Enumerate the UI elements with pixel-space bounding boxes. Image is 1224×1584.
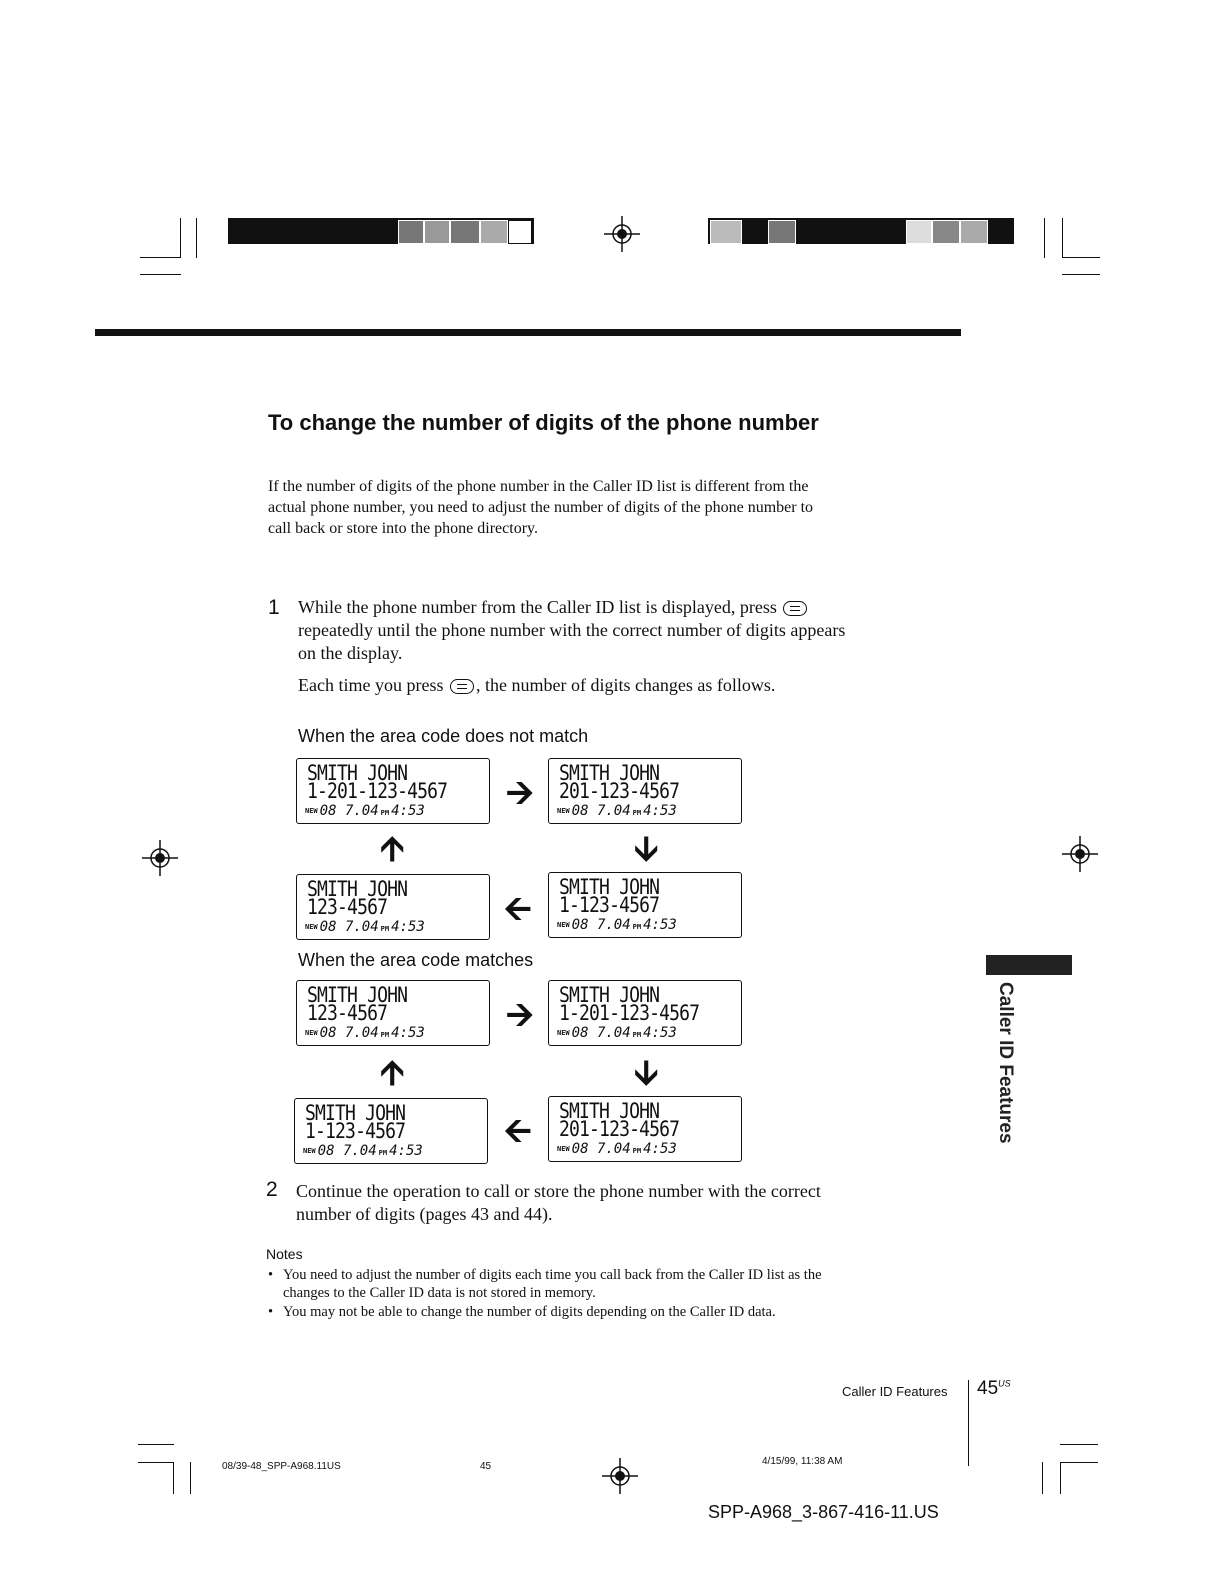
step-1-text xyxy=(298,596,858,665)
footer-divider xyxy=(968,1380,969,1466)
document-code: SPP-A968_3-867-416-11.US xyxy=(708,1502,939,1522)
crop-mark xyxy=(138,1444,174,1445)
crop-mark xyxy=(1062,257,1100,258)
lcd-phone-number: 1-123-4567 xyxy=(305,1119,406,1143)
crop-mark xyxy=(1062,274,1100,275)
crop-mark xyxy=(1042,1462,1043,1494)
case-heading: When the area code does not match xyxy=(298,726,589,746)
arrow-down-icon: 🡫 xyxy=(634,829,659,869)
lcd-caller-name: SMITH JOHN xyxy=(307,983,408,1007)
lcd-display xyxy=(548,872,742,938)
lcd-caller-name: SMITH JOHN xyxy=(307,877,408,901)
lcd-time: 4:53 xyxy=(391,1025,425,1041)
notes-list xyxy=(266,1266,846,1322)
notes-heading: Notes xyxy=(266,1246,303,1262)
lcd-display xyxy=(294,1098,488,1164)
color-bar-left xyxy=(228,218,534,244)
color-bar-cell xyxy=(450,220,480,244)
section-side-label: Caller ID Features xyxy=(995,982,1016,1144)
color-bar-right xyxy=(708,218,1014,244)
lcd-date-time xyxy=(557,917,677,935)
step-number: 1 xyxy=(268,596,280,619)
lcd-phone-number: 201-123-4567 xyxy=(559,1117,680,1141)
lcd-date-time xyxy=(303,1143,423,1161)
color-bar-cell xyxy=(710,220,742,244)
section-title: To change the number of digits of the phone number xyxy=(268,410,819,435)
step-1-detail-before: Each time you press xyxy=(298,675,444,695)
lcd-new-indicator: NEW xyxy=(305,923,318,931)
page-number xyxy=(977,1378,1011,1400)
crop-mark xyxy=(1060,1444,1098,1445)
color-bar-cell xyxy=(906,220,932,244)
page-suffix: US xyxy=(998,1378,1011,1389)
lcd-date-time xyxy=(557,1141,677,1159)
lcd-phone-number: 123-4567 xyxy=(307,1001,388,1025)
lcd-time: 4:53 xyxy=(643,803,677,819)
page-number-value: 45 xyxy=(977,1378,999,1399)
crop-mark xyxy=(140,274,181,275)
lcd-phone-number: 1-201-123-4567 xyxy=(307,779,448,803)
lcd-display xyxy=(548,758,742,824)
footer-section-name: Caller ID Features xyxy=(842,1384,948,1399)
lcd-date: 08 7.04 xyxy=(319,1025,379,1041)
lcd-time: 4:53 xyxy=(389,1143,423,1159)
lcd-date: 08 7.04 xyxy=(317,1143,377,1159)
registration-mark-icon xyxy=(602,214,642,254)
arrow-right-icon: 🡪 xyxy=(506,773,534,813)
lcd-caller-name: SMITH JOHN xyxy=(559,1099,660,1123)
case-heading: When the area code matches xyxy=(298,950,534,970)
lcd-time: 4:53 xyxy=(391,803,425,819)
arrow-up-icon: 🡩 xyxy=(380,829,405,869)
lcd-date: 08 7.04 xyxy=(571,1141,631,1157)
lcd-date: 08 7.04 xyxy=(571,1025,631,1041)
crop-mark xyxy=(196,218,197,258)
lcd-date-time xyxy=(557,803,677,821)
footer-date: 4/15/99, 11:38 AM xyxy=(762,1456,843,1467)
crop-mark xyxy=(140,257,181,258)
lcd-display xyxy=(296,758,490,824)
lcd-new-indicator: NEW xyxy=(557,807,570,815)
display-button-icon xyxy=(450,679,474,694)
footer-file-name: 08/39-48_SPP-A968.11US xyxy=(222,1461,341,1472)
step-1-text-after: repeatedly until the phone number with the correct number of digits appears on the display. xyxy=(298,620,846,663)
lcd-caller-name: SMITH JOHN xyxy=(559,983,660,1007)
lcd-display xyxy=(548,1096,742,1162)
lcd-pm: PM xyxy=(632,1031,642,1039)
lcd-date: 08 7.04 xyxy=(571,917,631,933)
lcd-pm: PM xyxy=(632,923,642,931)
arrow-up-icon: 🡩 xyxy=(380,1053,405,1093)
lcd-caller-name: SMITH JOHN xyxy=(559,875,660,899)
lcd-pm: PM xyxy=(380,925,390,933)
crop-mark xyxy=(138,1462,174,1463)
lcd-time: 4:53 xyxy=(391,919,425,935)
lcd-new-indicator: NEW xyxy=(557,1029,570,1037)
step-1-text-before: While the phone number from the Caller ID list is displayed, press xyxy=(298,597,777,617)
crop-mark xyxy=(1060,1462,1098,1463)
step-number: 2 xyxy=(266,1178,278,1201)
lcd-pm: PM xyxy=(378,1149,388,1157)
color-bar-cell xyxy=(398,220,424,244)
lcd-new-indicator: NEW xyxy=(305,1029,318,1037)
color-bar-cell xyxy=(932,220,960,244)
crop-mark xyxy=(1062,218,1063,258)
lcd-pm: PM xyxy=(632,809,642,817)
lcd-display xyxy=(296,874,490,940)
lcd-display xyxy=(296,980,490,1046)
lcd-pm: PM xyxy=(380,809,390,817)
arrow-down-icon: 🡫 xyxy=(634,1053,659,1093)
lcd-date-time xyxy=(305,1025,425,1043)
step-2-text: Continue the operation to call or store the phone number with the correct number of digits (pages 43 and 44). xyxy=(296,1181,821,1224)
lcd-time: 4:53 xyxy=(643,1141,677,1157)
color-bar-cell xyxy=(960,220,988,244)
header-rule xyxy=(95,329,961,336)
lcd-caller-name: SMITH JOHN xyxy=(307,761,408,785)
section-tab xyxy=(986,955,1072,975)
lcd-time: 4:53 xyxy=(643,917,677,933)
lcd-date-time xyxy=(305,919,425,937)
note-item: • You need to adjust the number of digits each time you call back from the Caller ID list as the changes to the Caller ID data is not stored in memory. xyxy=(266,1266,846,1302)
registration-mark-icon xyxy=(1060,834,1100,874)
lcd-new-indicator: NEW xyxy=(303,1147,316,1155)
color-bar-cell xyxy=(424,220,450,244)
crop-mark xyxy=(180,218,181,258)
color-bar-cell xyxy=(480,220,508,244)
registration-mark-icon xyxy=(140,838,180,878)
lcd-phone-number: 1-201-123-4567 xyxy=(559,1001,700,1025)
lcd-phone-number: 201-123-4567 xyxy=(559,779,680,803)
lcd-date-time xyxy=(305,803,425,821)
lcd-phone-number: 123-4567 xyxy=(307,895,388,919)
lcd-new-indicator: NEW xyxy=(557,1145,570,1153)
lcd-pm: PM xyxy=(380,1031,390,1039)
lcd-caller-name: SMITH JOHN xyxy=(559,761,660,785)
lcd-date: 08 7.04 xyxy=(319,919,379,935)
lcd-date: 08 7.04 xyxy=(319,803,379,819)
lcd-phone-number: 1-123-4567 xyxy=(559,893,660,917)
lcd-display xyxy=(548,980,742,1046)
crop-mark xyxy=(1044,218,1045,258)
arrow-left-icon: 🡨 xyxy=(504,889,532,929)
footer-sheet-number: 45 xyxy=(480,1461,492,1472)
lcd-caller-name: SMITH JOHN xyxy=(305,1101,406,1125)
arrow-left-icon: 🡨 xyxy=(504,1111,532,1151)
arrow-right-icon: 🡪 xyxy=(506,995,534,1035)
lcd-date-time xyxy=(557,1025,677,1043)
display-button-icon xyxy=(783,601,807,616)
lcd-time: 4:53 xyxy=(643,1025,677,1041)
crop-mark xyxy=(190,1462,191,1494)
color-bar-cell xyxy=(508,220,532,244)
intro-paragraph: If the number of digits of the phone number in the Caller ID list is different from the actual phone number, you need to adjust the number of digits of the phone number to call back or store into the phone directory. xyxy=(268,478,814,537)
lcd-pm: PM xyxy=(632,1147,642,1155)
step-1-detail-after: , the number of digits changes as follows. xyxy=(475,675,776,695)
note-item: • You may not be able to change the number of digits depending on the Caller ID data. xyxy=(266,1303,846,1321)
lcd-new-indicator: NEW xyxy=(305,807,318,815)
crop-mark xyxy=(173,1462,174,1494)
registration-mark-icon xyxy=(600,1456,640,1496)
step-1-detail xyxy=(298,674,838,697)
crop-mark xyxy=(1060,1462,1061,1494)
lcd-date: 08 7.04 xyxy=(571,803,631,819)
lcd-new-indicator: NEW xyxy=(557,921,570,929)
color-bar-cell xyxy=(768,220,796,244)
